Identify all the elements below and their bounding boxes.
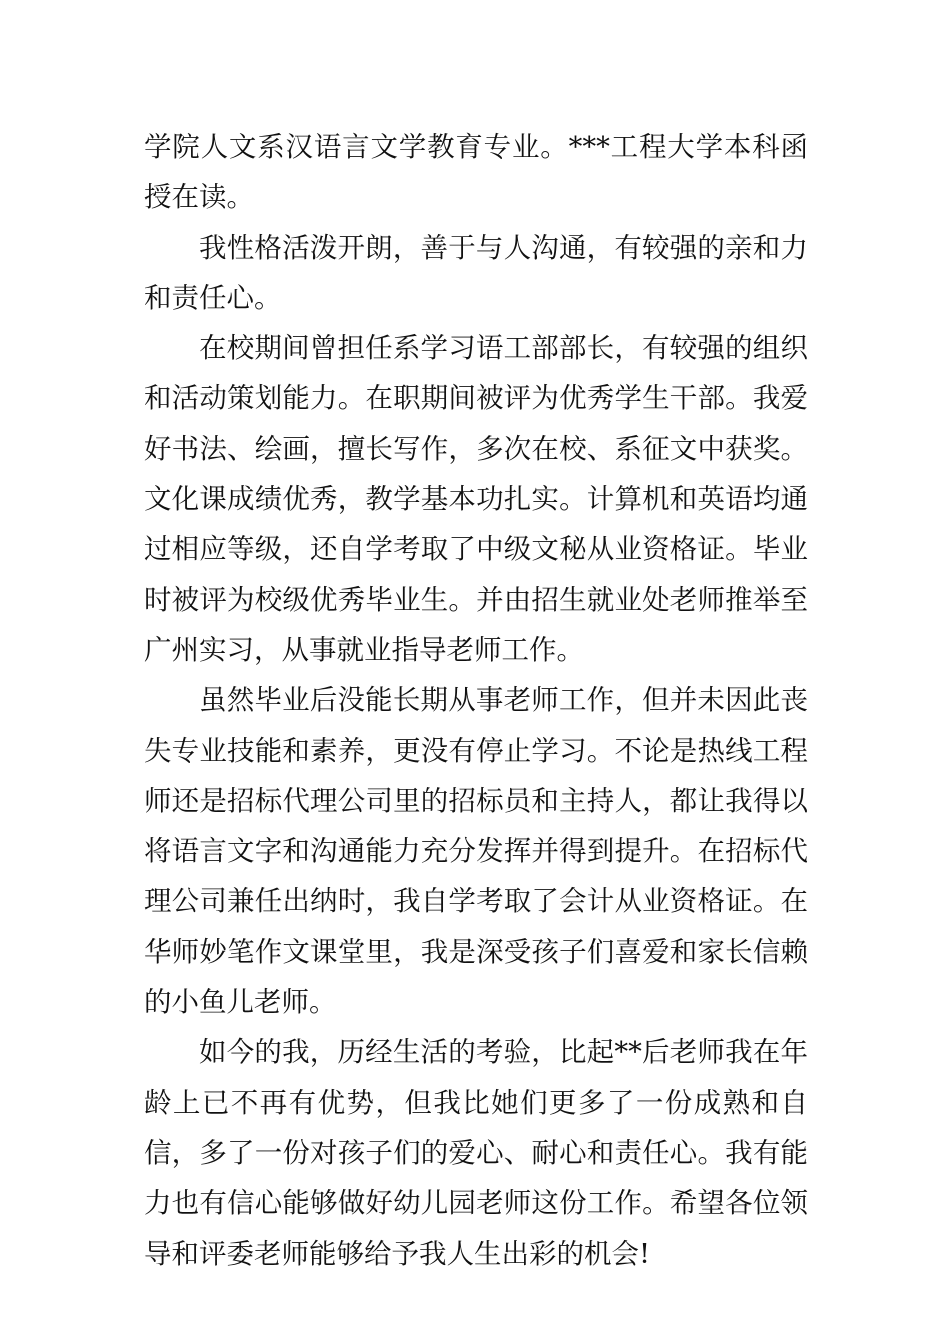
document-body <box>144 122 808 1279</box>
paragraph-conclusion: 如今的我，历经生活的考验，比起**后老师我在年龄上已不再有优势，但我比她们更多了一份成熟和自信，多了一份对孩子们的爱心、耐心和责任心。我有能力也有信心能够做好幼儿园老师这份工作。希望各位领导和评委老师能够给予我人生出彩的机会! <box>144 1036 808 1270</box>
paragraph-work-experience: 虽然毕业后没能长期从事老师工作，但并未因此丧失专业技能和素养，更没有停止学习。不论是热线工程师还是招标代理公司里的招标员和主持人，都让我得以将语言文字和沟通能力充分发挥并得到提升。在招标代理公司兼任出纳时，我自学考取了会计从业资格证。在华师妙笔作文课堂里，我是深受孩子们喜爱和家长信赖的小鱼儿老师。 <box>144 684 808 1019</box>
paragraph-education: 学院人文系汉语言文学教育专业。***工程大学本科函授在读。 <box>144 131 808 214</box>
paragraph-personality: 我性格活泼开朗，善于与人沟通，有较强的亲和力和责任心。 <box>144 231 808 314</box>
paragraph-school-experience: 在校期间曾担任系学习语工部部长，有较强的组织和活动策划能力。在职期间被评为优秀学生干部。我爱好书法、绘画，擅长写作，多次在校、系征文中获奖。文化课成绩优秀，教学基本功扎实。计算机和英语均通过相应等级，还自学考取了中级文秘从业资格证。毕业时被评为校级优秀毕业生。并由招生就业处老师推举至广州实习，从事就业指导老师工作。 <box>144 332 808 666</box>
